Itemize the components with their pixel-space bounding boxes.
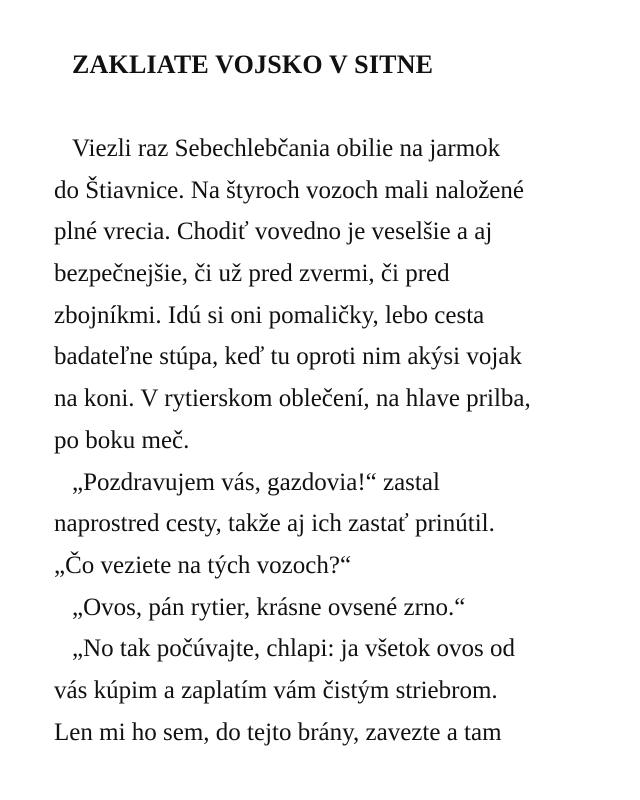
text-line: plné vrecia. Chodiť vovedno je veselšie a aj [54, 218, 493, 246]
chapter-title: ZAKLIATE VOJSKO V SITNE [72, 50, 434, 79]
text-line: naprostred cesty, takže aj ich zastať prinútil. [54, 510, 495, 538]
text-line: Viezli raz Sebechlebčania obilie na jarmok [72, 135, 501, 162]
text-line: „Pozdravujem vás, gazdovia!“ zastal [72, 468, 440, 496]
text-line: na koni. V rytierskom oblečení, na hlave prilba, [54, 385, 531, 413]
text-line: bezpečnejšie, či už pred zvermi, či pred [54, 260, 450, 288]
text-line: „Čo veziete na tých vozoch?“ [54, 551, 352, 579]
text-line: badateľne stúpa, keď tu oproti nim akýsi vojak [54, 343, 522, 371]
text-line: po boku meč. [54, 426, 190, 454]
text-line: vás kúpim a zaplatím vám čistým striebrom. [54, 676, 498, 704]
text-line: Len mi ho sem, do tejto brány, zavezte a tam [54, 718, 502, 746]
text-line: „Ovos, pán rytier, krásne ovsené zrno.“ [72, 593, 466, 621]
text-line: „No tak počúvajte, chlapi: ja všetok ovos od [72, 635, 515, 663]
text-line: do Štiavnice. Na štyroch vozoch mali naložené [54, 176, 524, 204]
chapter-body [54, 128, 614, 753]
text-line: zbojníkmi. Idú si oni pomaličky, lebo cesta [54, 301, 485, 329]
